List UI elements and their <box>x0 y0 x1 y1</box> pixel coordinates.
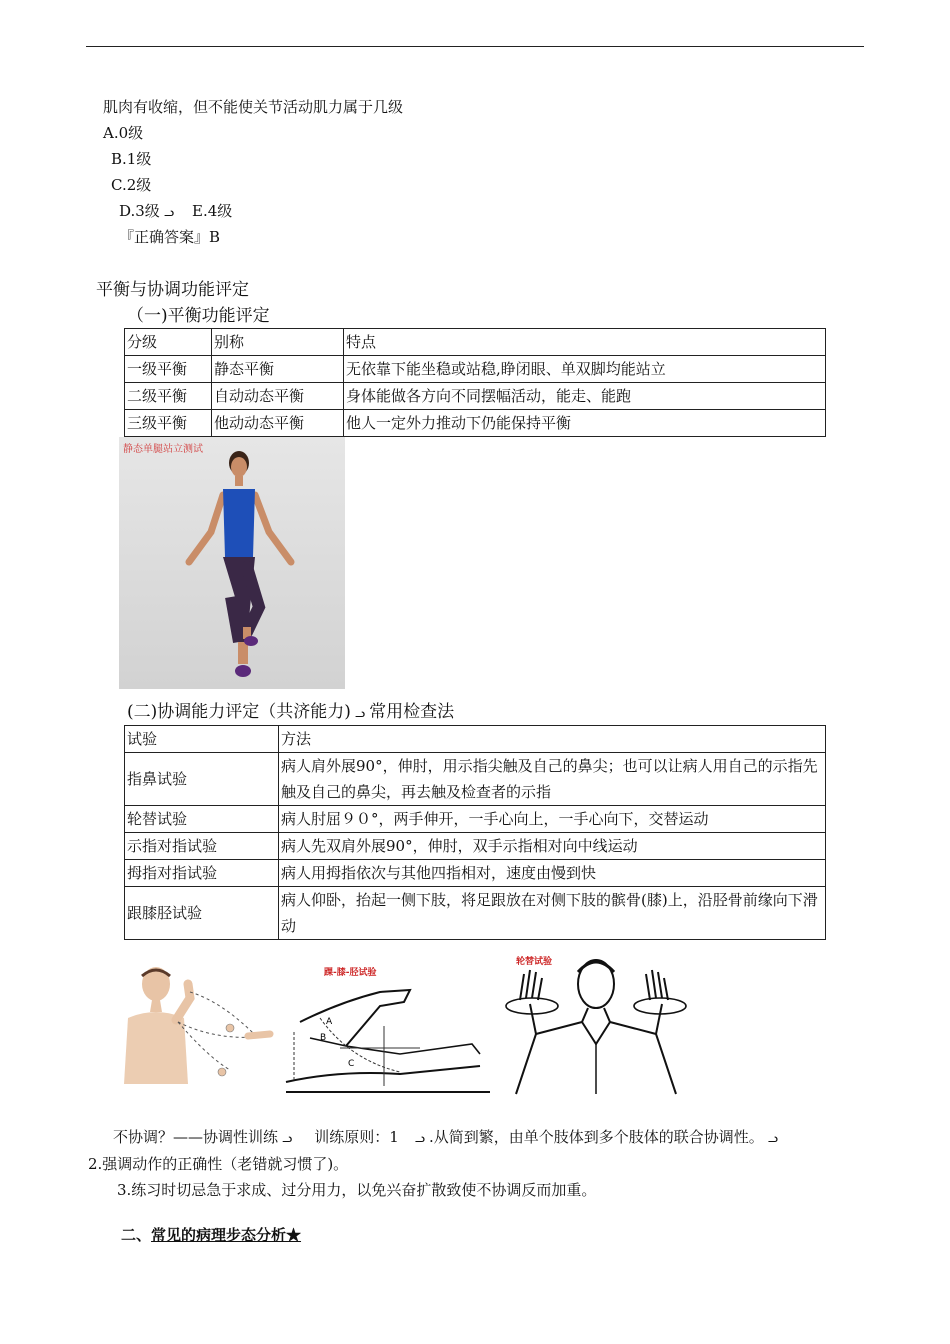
training-line-2: 2.强调动作的正确性（老错就习惯了)。 <box>88 1155 349 1173</box>
fig3-caption: 轮替试验 <box>516 957 553 967</box>
table-header-row <box>125 329 826 356</box>
table-cell: 静态平衡 <box>212 356 344 383</box>
table-cell: 病人先双肩外展90°，伸肘，双手示指相对向中线运动 <box>279 833 826 860</box>
option-a: A.0级 <box>103 124 144 142</box>
options-de <box>119 202 232 221</box>
table-cell: 轮替试验 <box>125 806 279 833</box>
table-cell: 拇指对指试验 <box>125 860 279 887</box>
question-stem: 肌肉有收缩，但不能使关节活动肌力属于几级 <box>103 98 404 116</box>
coordination-title-suffix: 常用检查法 <box>369 702 455 722</box>
section-2-heading <box>121 1226 301 1244</box>
table-row <box>125 356 826 383</box>
table-cell: 病人用拇指依次与其他四指相对，速度由慢到快 <box>279 860 826 887</box>
mark-glyph: ᓗ <box>354 706 366 720</box>
header-cell: 方法 <box>279 726 826 753</box>
table-cell: 无依靠下能坐稳或站稳,睁闭眼、单双脚均能站立 <box>344 356 826 383</box>
finger-nose-test-figure <box>118 962 278 1086</box>
option-b: B.1级 <box>111 150 152 168</box>
table-cell: 一级平衡 <box>125 356 212 383</box>
header-cell: 别称 <box>212 329 344 356</box>
header-rule <box>86 46 864 47</box>
table-row <box>125 860 826 887</box>
heel-knee-shin-figure <box>280 962 496 1102</box>
training-line-1-part-a: 不协调？——协调性训练 <box>113 1128 279 1146</box>
fig-label: C <box>348 1059 355 1069</box>
table-row <box>125 887 826 940</box>
photo-caption: 静态单腿站立测试 <box>123 444 203 455</box>
training-line-1 <box>113 1128 782 1147</box>
coordination-title <box>127 702 454 723</box>
header-cell: 分级 <box>125 329 212 356</box>
table-cell: 病人肘屈９０°，两手伸开，一手心向上，一手心向下，交替运动 <box>279 806 826 833</box>
mark-glyph: ᓗ <box>282 1131 293 1145</box>
fig2-caption: 踝-膝-胫试验 <box>324 968 377 978</box>
table-cell: 二级平衡 <box>125 383 212 410</box>
table-row <box>125 806 826 833</box>
fig-label: A <box>326 1017 333 1027</box>
single-leg-stance-photo <box>119 437 345 689</box>
table-cell: 他人一定外力推动下仍能保持平衡 <box>344 410 826 437</box>
table-cell: 自动动态平衡 <box>212 383 344 410</box>
table-cell: 病人肩外展90°，伸肘，用示指尖触及自己的鼻尖；也可以让病人用自己的示指先触及自己的鼻尖，再去触及检查者的示指 <box>279 753 826 806</box>
section-2-title: 常见的病理步态分析★ <box>151 1226 302 1244</box>
training-line-1-part-c: .从简到繁，由单个肢体到多个肢体的联合协调性。 <box>429 1128 764 1146</box>
table-cell: 身体能做各方向不同摆幅活动，能走、能跑 <box>344 383 826 410</box>
balance-table <box>124 328 826 437</box>
table-cell: 跟膝胫试验 <box>125 887 279 940</box>
mark-glyph: ᓗ <box>163 205 175 219</box>
mark-glyph: ᓗ <box>414 1131 425 1145</box>
option-c: C.2级 <box>111 176 152 194</box>
training-line-1-part-b: 训练原则：1 <box>314 1128 399 1146</box>
fig-label: B <box>320 1033 327 1043</box>
table-cell: 示指对指试验 <box>125 833 279 860</box>
table-cell: 三级平衡 <box>125 410 212 437</box>
mark-glyph: ᓗ <box>767 1131 778 1145</box>
table-cell: 他动动态平衡 <box>212 410 344 437</box>
coordination-title-main: (二)协调能力评定（共济能力) <box>127 702 351 722</box>
option-d: D.3级 <box>119 202 160 220</box>
table-cell: 病人仰卧，抬起一侧下肢，将足跟放在对侧下肢的髌骨(膝)上，沿胫骨前缘向下滑动 <box>279 887 826 940</box>
header-cell: 特点 <box>344 329 826 356</box>
alternating-test-figure <box>496 944 692 1100</box>
table-row <box>125 833 826 860</box>
correct-answer: 『正确答案』B <box>119 228 221 246</box>
table-cell: 指鼻试验 <box>125 753 279 806</box>
coordination-table <box>124 725 826 940</box>
section-title: 平衡与协调功能评定 <box>96 280 249 300</box>
balance-subtitle: （一)平衡功能评定 <box>127 306 270 326</box>
header-cell: 试验 <box>125 726 279 753</box>
table-header-row <box>125 726 826 753</box>
table-row <box>125 383 826 410</box>
option-e: E.4级 <box>192 202 233 220</box>
table-row <box>125 410 826 437</box>
training-line-3: 3.练习时切忌急于求成、过分用力，以免兴奋扩散致使不协调反而加重。 <box>117 1181 597 1199</box>
section-2-prefix: 二、 <box>121 1226 152 1244</box>
table-row <box>125 753 826 806</box>
